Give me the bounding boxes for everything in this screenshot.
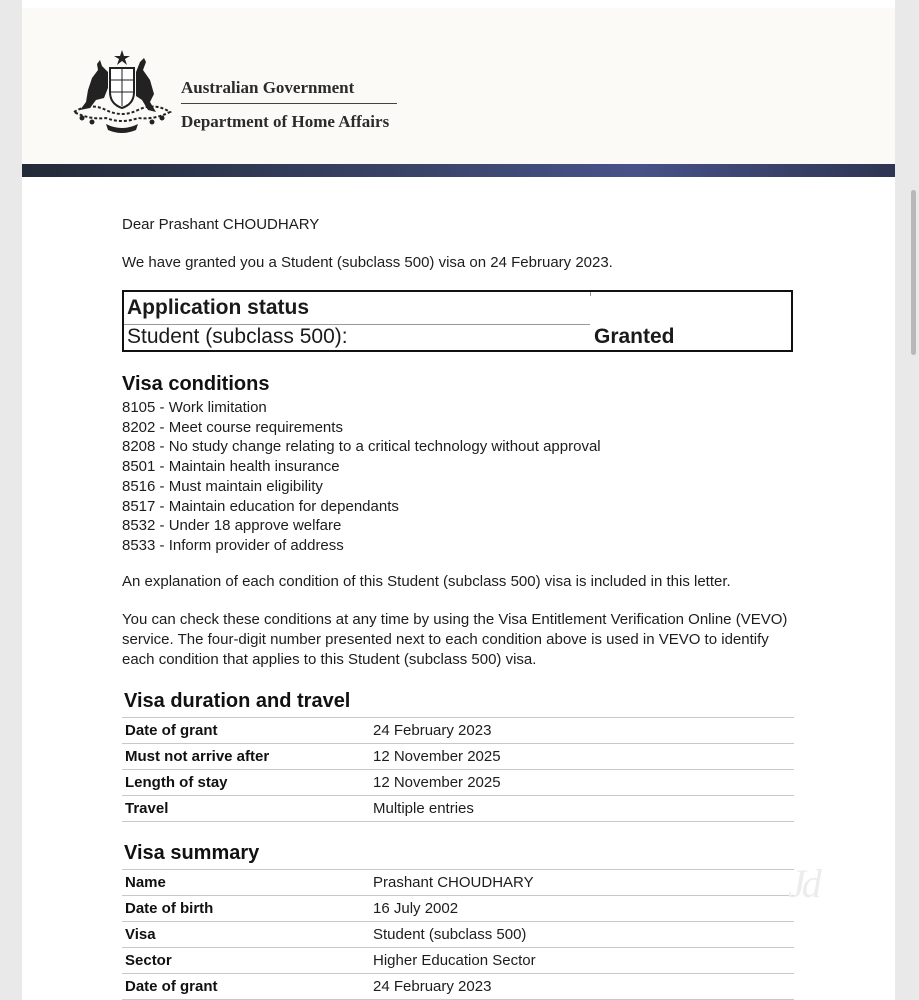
row-label: Must not arrive after	[122, 744, 370, 770]
row-label: Travel	[122, 796, 370, 822]
table-row	[122, 796, 794, 822]
grant-sentence: We have granted you a Student (subclass 500) visa on 24 February 2023.	[122, 254, 613, 271]
condition-item: 8517 - Maintain education for dependants	[122, 497, 399, 515]
table-row	[122, 948, 794, 974]
table-row	[122, 744, 794, 770]
row-value: Higher Education Sector	[370, 948, 794, 974]
row-label: Visa	[122, 922, 370, 948]
table-row	[122, 870, 794, 896]
visa-summary-table	[122, 869, 794, 1000]
condition-item: 8208 - No study change relating to a critical technology without approval	[122, 438, 601, 456]
status-box-divider	[590, 292, 591, 296]
duration-travel-heading: Visa duration and travel	[124, 690, 351, 712]
condition-item: 8501 - Maintain health insurance	[122, 458, 340, 476]
row-value: 24 February 2023	[370, 718, 794, 744]
table-row	[122, 718, 794, 744]
table-row	[122, 974, 794, 1000]
application-visa-type: Student (subclass 500):	[127, 325, 348, 348]
watermark-logo: Jd	[788, 861, 818, 906]
row-label: Name	[122, 870, 370, 896]
row-value: 16 July 2002	[370, 896, 794, 922]
duration-travel-table	[122, 717, 794, 822]
vevo-note: You can check these conditions at any time by using the Visa Entitlement Verification Online (VEVO) service. The four-digit number presented next to each condition above is used in VEVO to identify each condition that applies to this Student (subclass 500) visa.	[122, 611, 788, 668]
coat-of-arms-logo	[70, 48, 174, 134]
row-label: Date of birth	[122, 896, 370, 922]
conditions-explanation: An explanation of each condition of this Student (subclass 500) visa is included in this letter.	[122, 573, 731, 590]
row-value: Prashant CHOUDHARY	[370, 870, 794, 896]
visa-conditions-list	[122, 398, 601, 556]
scrollbar[interactable]	[911, 190, 916, 355]
condition-item: 8533 - Inform provider of address	[122, 536, 344, 554]
greeting: Dear Prashant CHOUDHARY	[122, 216, 320, 233]
row-value: Student (subclass 500)	[370, 922, 794, 948]
table-row	[122, 922, 794, 948]
condition-item: 8516 - Must maintain eligibility	[122, 477, 323, 495]
condition-item: 8105 - Work limitation	[122, 399, 267, 416]
letterhead-divider	[181, 103, 397, 104]
row-label: Sector	[122, 948, 370, 974]
row-label: Date of grant	[122, 974, 370, 1000]
row-value: 24 February 2023	[370, 974, 794, 1000]
letterhead	[22, 8, 895, 164]
government-name: Australian Government	[181, 78, 355, 97]
letterhead-band	[22, 164, 895, 177]
row-value: Multiple entries	[370, 796, 794, 822]
visa-summary-heading: Visa summary	[124, 842, 260, 864]
row-value: 12 November 2025	[370, 744, 794, 770]
application-status-value: Granted	[594, 325, 675, 348]
condition-item: 8532 - Under 18 approve welfare	[122, 517, 342, 535]
application-status-heading: Application status	[127, 296, 310, 319]
letter-page	[22, 0, 895, 1000]
department-name: Department of Home Affairs	[181, 112, 390, 131]
application-status-box	[122, 290, 793, 352]
row-label: Length of stay	[122, 770, 370, 796]
row-label: Date of grant	[122, 718, 370, 744]
row-value: 12 November 2025	[370, 770, 794, 796]
table-row	[122, 770, 794, 796]
condition-item: 8202 - Meet course requirements	[122, 418, 343, 436]
table-row	[122, 896, 794, 922]
visa-conditions-heading: Visa conditions	[122, 373, 270, 395]
